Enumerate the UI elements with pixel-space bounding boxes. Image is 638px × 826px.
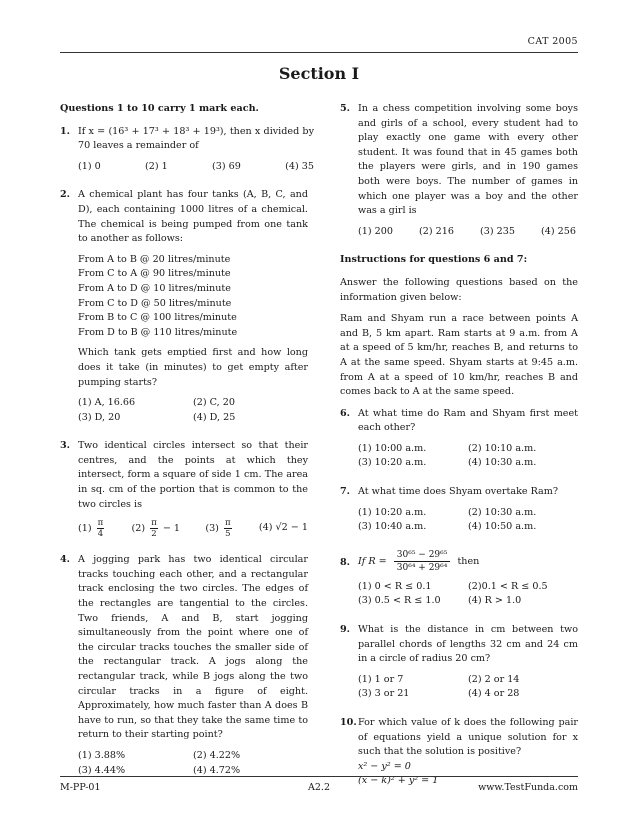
question-number: 1. xyxy=(60,125,71,137)
option-1: (1) 0 < R ≤ 0.1 xyxy=(358,580,432,592)
option-1: (1) A, 16.66 xyxy=(78,397,136,409)
section-title: Section I xyxy=(278,64,360,83)
option-3: (3) 3 or 21 xyxy=(358,688,410,700)
fraction-pi-over-4: $\frac{\pi}{4}$ xyxy=(97,518,104,540)
equation-2: (x − k)² + y² = 1 xyxy=(358,774,439,786)
option-4: (4) 10:30 a.m. xyxy=(468,457,537,469)
question-text: At what time do Ram and Shyam first meet each other? xyxy=(358,407,578,434)
footer-website: www.TestFunda.com xyxy=(478,782,578,793)
option-4: (4) 4 or 28 xyxy=(468,688,520,700)
option-1: (1) 0 xyxy=(78,160,101,172)
question-2 xyxy=(60,188,308,435)
flow-item: From C to D @ 50 litres/minute xyxy=(78,297,232,309)
header-exam-label: CAT 2005 xyxy=(527,36,578,47)
footer-page-number: A2.2 xyxy=(308,782,330,793)
option-2: (2) 216 xyxy=(419,225,454,237)
question-number: 4. xyxy=(60,554,71,566)
question-text: If x = (16³ + 17³ + 18³ + 19³), then x divided by 70 leaves a remainder of xyxy=(78,125,314,152)
flow-item: From A to B @ 20 litres/minute xyxy=(78,253,231,265)
option-3: (3) 10:40 a.m. xyxy=(358,521,427,533)
question-number: 7. xyxy=(340,486,351,498)
option-2: (2)0.1 < R ≤ 0.5 xyxy=(468,580,548,592)
option-1: (1) $\frac{\pi}{4}$ xyxy=(78,518,104,540)
question-4 xyxy=(60,553,308,788)
question-7 xyxy=(340,485,578,545)
fraction-pi-over-5: $\frac{\pi}{5}$ xyxy=(224,518,231,540)
question-8 xyxy=(340,549,578,619)
question-3 xyxy=(60,439,308,549)
option-4: (4) D, 25 xyxy=(193,411,236,423)
question-6 xyxy=(340,407,578,481)
question-number: 5. xyxy=(340,103,351,114)
option-4: (4) √2 − 1 xyxy=(258,522,308,534)
instructions-heading: Instructions for questions 6 and 7: xyxy=(340,254,528,266)
answer-options xyxy=(358,506,578,535)
question-text: If R = $\frac{\text{30⁶⁵ − 29⁶⁵}}{\text{30⁶⁴ + 29⁶⁴}}$ then xyxy=(358,549,480,573)
pump-flow-list xyxy=(78,253,308,341)
instructions-passage: Ram and Shyam run a race between points A and B, 5 km apart. Ram starts at 9 a.m. from A at a speed of 5 km/hr, reaches B, and returns to A at the same speed. Shyam starts at 9:45 a.m. from A at a speed of 10 km/hr, reaches B and comes back to A at the same speed. xyxy=(340,313,578,398)
flow-item: From A to D @ 10 litres/minute xyxy=(78,282,231,294)
option-3: (3) 0.5 < R ≤ 1.0 xyxy=(358,595,441,607)
option-4: (4) 10:50 a.m. xyxy=(468,521,537,533)
answer-options xyxy=(358,225,576,240)
question-text: In a chess competition involving some boys and girls of a school, every student had to play exactly one game with every other student. It was found that in 45 games both the players were girls, and in 190 games both were boys. The number of games in which one player was a boy and the other was a girl is xyxy=(358,103,578,217)
option-4: (4) 35 xyxy=(285,160,314,172)
fraction-numerator: 30⁶⁵ − 29⁶⁵ xyxy=(394,549,451,562)
answer-options xyxy=(78,518,308,539)
marks-heading: Questions 1 to 10 carry 1 mark each. xyxy=(60,103,259,114)
fraction-pi-over-2: $\frac{\pi}{2}$ xyxy=(151,518,157,540)
flow-item: From D to B @ 110 litres/minute xyxy=(78,326,238,338)
option-2: (2) 10:10 a.m. xyxy=(468,442,537,454)
question-number: 6. xyxy=(340,407,351,419)
option-1: (1) 200 xyxy=(358,225,393,237)
ratio-fraction xyxy=(394,549,451,574)
question-text-continued: Which tank gets emptied first and how long does it take (in minutes) to get empty after pumping starts? xyxy=(78,347,308,388)
question-number: 10. xyxy=(340,717,357,728)
option-3: (3) $\frac{\pi}{5}$ xyxy=(205,518,231,540)
option-3: (3) 4.44% xyxy=(78,764,126,776)
question-number: 3. xyxy=(60,440,71,452)
answer-options xyxy=(358,580,578,609)
option-2: (2) C, 20 xyxy=(193,397,235,409)
question-number: 2. xyxy=(60,189,71,201)
question-1 xyxy=(60,125,314,185)
answer-options xyxy=(358,673,578,702)
question-text: Two identical circles intersect so that their centres, and the points at which they intersect, form a square of side 1 cm. The area in sq. cm of the portion that is common to the two circles is xyxy=(78,440,308,510)
option-4: (4) 4.72% xyxy=(193,764,241,776)
question-10 xyxy=(340,716,578,788)
question-text: What is the distance in cm between two parallel chords of lengths 32 cm and 24 cm in a circle of radius 20 cm? xyxy=(358,624,578,665)
option-4: (4) R > 1.0 xyxy=(468,595,522,607)
option-2: (2) 4.22% xyxy=(193,749,241,761)
option-3: (3) 235 xyxy=(480,225,515,237)
option-2: (2) 1 xyxy=(145,160,168,172)
option-2: (2) 2 or 14 xyxy=(468,673,520,685)
question-text: For which value of k does the following pair of equations yield a unique solution for x such that the solution is positive? xyxy=(358,717,578,758)
question-5 xyxy=(340,102,578,249)
option-3: (3) 69 xyxy=(212,160,241,172)
answer-options xyxy=(78,160,314,175)
option-1: (1) 10:20 a.m. xyxy=(358,506,427,518)
instructions-text: Answer the following questions based on the information given below: xyxy=(340,276,578,303)
answer-options xyxy=(78,396,308,425)
right-column xyxy=(340,102,578,792)
fraction-denominator: 30⁶⁴ + 29⁶⁴ xyxy=(396,562,448,573)
option-4: (4) 256 xyxy=(541,225,576,237)
question-text: A chemical plant has four tanks (A, B, C, and D), each containing 1000 litres of a chemical. The chemical is being pumped from one tank to another as follows: xyxy=(78,189,308,245)
flow-item: From B to C @ 100 litres/minute xyxy=(78,312,237,324)
question-text: At what time does Shyam overtake Ram? xyxy=(358,486,559,498)
question-text: A jogging park has two identical circular tracks touching each other, and a rectangular track enclosing the two circles. The edges of the rectangles are tangential to the circles. Two friends, A and B, start jogging simultaneously from the point where one of the circular tracks touches the smaller side of the rectangular track. A jogs along the rectangular track, while B jogs along the two circular tracks in a figure of eight. Approximately, how much faster than A does B have to run, so that they take the same time to return to their starting point? xyxy=(78,554,308,741)
footer-code: M-PP-01 xyxy=(60,782,101,793)
option-3: (3) D, 20 xyxy=(78,411,121,423)
footer-rule xyxy=(60,776,578,777)
flow-item: From C to A @ 90 litres/minute xyxy=(78,268,231,280)
question-number: 8. xyxy=(340,556,351,568)
question-9 xyxy=(340,623,578,712)
option-2: (2) $\frac{\pi}{2}$ − 1 xyxy=(131,518,181,540)
option-3: (3) 10:20 a.m. xyxy=(358,457,427,469)
option-2: (2) 10:30 a.m. xyxy=(468,506,537,518)
answer-options xyxy=(358,442,578,471)
option-1: (1) 10:00 a.m. xyxy=(358,442,427,454)
left-column xyxy=(60,102,314,792)
option-1: (1) 3.88% xyxy=(78,749,126,761)
question-number: 9. xyxy=(340,624,351,636)
header-rule xyxy=(60,52,578,53)
sqrt-expression: √2 − 1 xyxy=(275,522,308,534)
option-1: (1) 1 or 7 xyxy=(358,673,404,685)
equation-1: x² − y² = 0 xyxy=(358,760,411,772)
answer-options xyxy=(78,749,308,778)
